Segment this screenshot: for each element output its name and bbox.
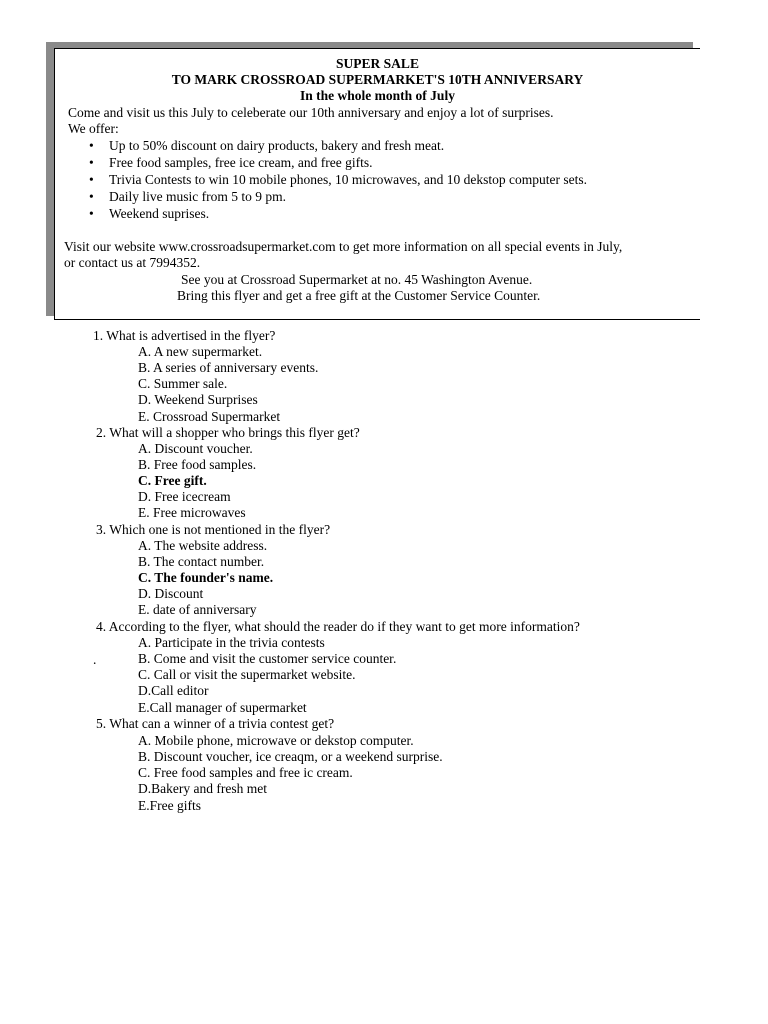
offer-item: • Free food samples, free ice cream, and free gifts. bbox=[81, 154, 587, 171]
flyer-box bbox=[54, 48, 700, 320]
option: A. Participate in the trivia contests bbox=[138, 635, 325, 650]
offer-item: • Weekend suprises. bbox=[81, 205, 587, 222]
stray-mark: . bbox=[93, 652, 97, 667]
option: C. Free food samples and free ic cream. bbox=[138, 765, 353, 780]
option: E. date of anniversary bbox=[138, 602, 257, 617]
offer-label: We offer: bbox=[68, 121, 119, 136]
option: D. Discount bbox=[138, 586, 204, 601]
option: A. Discount voucher. bbox=[138, 441, 253, 456]
free-gift-line: Bring this flyer and get a free gift at the Customer Service Counter. bbox=[177, 288, 541, 303]
offer-item: • Up to 50% discount on dairy products, bakery and fresh meat. bbox=[81, 137, 587, 154]
option: D. Free icecream bbox=[138, 489, 231, 504]
flyer-period: In the whole month of July bbox=[300, 88, 455, 103]
option: E.Call manager of supermarket bbox=[138, 700, 307, 715]
offer-item: • Daily live music from 5 to 9 pm. bbox=[81, 188, 587, 205]
option: B. Free food samples. bbox=[138, 457, 257, 472]
option: C. Call or visit the supermarket website. bbox=[138, 667, 356, 682]
option: D.Call editor bbox=[138, 683, 209, 698]
option: E.Free gifts bbox=[138, 798, 201, 813]
offer-list bbox=[81, 137, 587, 222]
question-4: 4. According to the flyer, what should the reader do if they want to get more information? bbox=[96, 619, 580, 634]
option: A. The website address. bbox=[138, 538, 268, 553]
question-1: 1. What is advertised in the flyer? bbox=[93, 328, 276, 343]
offer-item: • Trivia Contests to win 10 mobile phones, 10 microwaves, and 10 dekstop computer sets. bbox=[81, 171, 587, 188]
question-3: 3. Which one is not mentioned in the flyer? bbox=[96, 522, 331, 537]
option: B. A series of anniversary events. bbox=[138, 360, 319, 375]
option-answer: C. The founder's name. bbox=[138, 570, 274, 585]
option: B. Discount voucher, ice creaqm, or a weekend surprise. bbox=[138, 749, 443, 764]
option: E. Crossroad Supermarket bbox=[138, 409, 281, 424]
option: B. Come and visit the customer service counter. bbox=[138, 651, 397, 666]
option: A. A new supermarket. bbox=[138, 344, 263, 359]
visit-line: Visit our website www.crossroadsupermarket.com to get more information on all special events in July, bbox=[64, 239, 623, 254]
flyer-title: SUPER SALE bbox=[336, 56, 419, 71]
address-line: See you at Crossroad Supermarket at no. 45 Washington Avenue. bbox=[181, 272, 533, 287]
flyer-intro: Come and visit us this July to celeberate our 10th anniversary and enjoy a lot of surprises. bbox=[68, 105, 554, 120]
contact-line: or contact us at 7994352. bbox=[64, 255, 201, 270]
flyer-subtitle: TO MARK CROSSROAD SUPERMARKET'S 10TH ANNIVERSARY bbox=[171, 72, 584, 87]
option: E. Free microwaves bbox=[138, 505, 246, 520]
option: D. Weekend Surprises bbox=[138, 392, 258, 407]
question-2: 2. What will a shopper who brings this flyer get? bbox=[96, 425, 360, 440]
option-answer: C. Free gift. bbox=[138, 473, 207, 488]
option: A. Mobile phone, microwave or dekstop computer. bbox=[138, 733, 414, 748]
question-5: 5. What can a winner of a trivia contest get? bbox=[96, 716, 335, 731]
option: B. The contact number. bbox=[138, 554, 265, 569]
option: D.Bakery and fresh met bbox=[138, 781, 267, 796]
option: C. Summer sale. bbox=[138, 376, 228, 391]
